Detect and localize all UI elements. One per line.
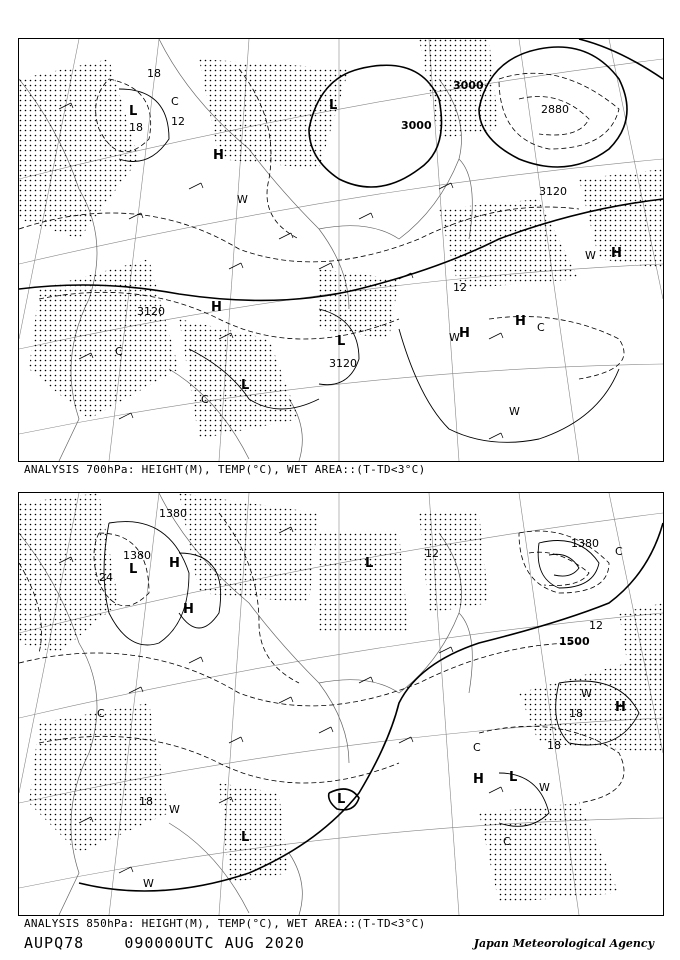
agency-name: Japan Meteorological Agency (473, 937, 654, 950)
map-panel-850hpa (18, 492, 664, 916)
height-label: 2880 (541, 103, 569, 116)
low-pressure-center: L (365, 556, 374, 571)
warm-advection-mark: W (143, 877, 154, 890)
high-pressure-center: H (473, 772, 484, 787)
height-label: 1380 (123, 549, 151, 562)
low-pressure-center: L (129, 104, 138, 119)
height-label: 1500 (559, 635, 590, 648)
high-pressure-center: H (169, 556, 180, 571)
isotherm-label: 18 (569, 707, 583, 720)
high-pressure-center: H (615, 700, 626, 715)
valid-time: 090000UTC AUG 2020 (124, 934, 305, 952)
height-label: 3120 (329, 357, 357, 370)
warm-advection-mark: W (585, 249, 596, 262)
high-pressure-center: H (459, 326, 470, 341)
isotherm-label: 24 (99, 571, 113, 584)
chart-code: AUPQ78 (24, 934, 85, 952)
high-pressure-center: H (515, 314, 526, 329)
height-label: 3000 (401, 119, 432, 132)
isotherm-label: 12 (425, 547, 439, 560)
low-pressure-center: L (241, 830, 250, 845)
warm-advection-mark: W (237, 193, 248, 206)
cold-advection-mark: C (473, 741, 481, 754)
isotherm-label: 18 (147, 67, 161, 80)
high-pressure-center: H (211, 300, 222, 315)
cold-advection-mark: C (201, 393, 209, 406)
cold-advection-mark: C (115, 345, 123, 358)
warm-advection-mark: W (449, 331, 460, 344)
isotherm-label: 12 (171, 115, 185, 128)
cold-advection-mark: C (537, 321, 545, 334)
height-label: 1380 (571, 537, 599, 550)
high-pressure-center: H (183, 602, 194, 617)
warm-advection-mark: W (581, 687, 592, 700)
cold-advection-mark: C (171, 95, 179, 108)
map-panel-700hpa (18, 38, 664, 462)
map-850hpa-canvas (19, 493, 663, 915)
high-pressure-center: H (611, 246, 622, 261)
isotherm-label: 12 (453, 281, 467, 294)
isotherm-label: 18 (129, 121, 143, 134)
map-700hpa-canvas (19, 39, 663, 461)
warm-advection-mark: W (539, 781, 550, 794)
wet-areas (19, 39, 663, 439)
cold-advection-mark: C (615, 545, 623, 558)
chart-identifier (24, 934, 305, 952)
low-pressure-center: L (329, 98, 338, 113)
height-label: 3120 (539, 185, 567, 198)
height-label: 1380 (159, 507, 187, 520)
warm-advection-mark: W (509, 405, 520, 418)
warm-advection-mark: W (169, 803, 180, 816)
low-pressure-center: L (241, 378, 250, 393)
cold-advection-mark: C (97, 707, 105, 720)
wet-areas (19, 493, 663, 903)
low-pressure-center: L (337, 792, 346, 807)
cold-advection-mark: C (503, 835, 511, 848)
caption-850hpa: ANALYSIS 850hPa: HEIGHT(M), TEMP(°C), WET AREA::(T-TD<3°C) (24, 917, 426, 930)
isotherm-label: 18 (547, 739, 561, 752)
low-pressure-center: L (129, 562, 138, 577)
height-label: 3120 (137, 305, 165, 318)
isotherm-label: 12 (589, 619, 603, 632)
isotherm-label: 18 (139, 795, 153, 808)
low-pressure-center: L (509, 770, 518, 785)
height-label: 3000 (453, 79, 484, 92)
low-pressure-center: L (337, 334, 346, 349)
high-pressure-center: H (213, 148, 224, 163)
caption-700hpa: ANALYSIS 700hPa: HEIGHT(M), TEMP(°C), WET AREA::(T-TD<3°C) (24, 463, 426, 476)
